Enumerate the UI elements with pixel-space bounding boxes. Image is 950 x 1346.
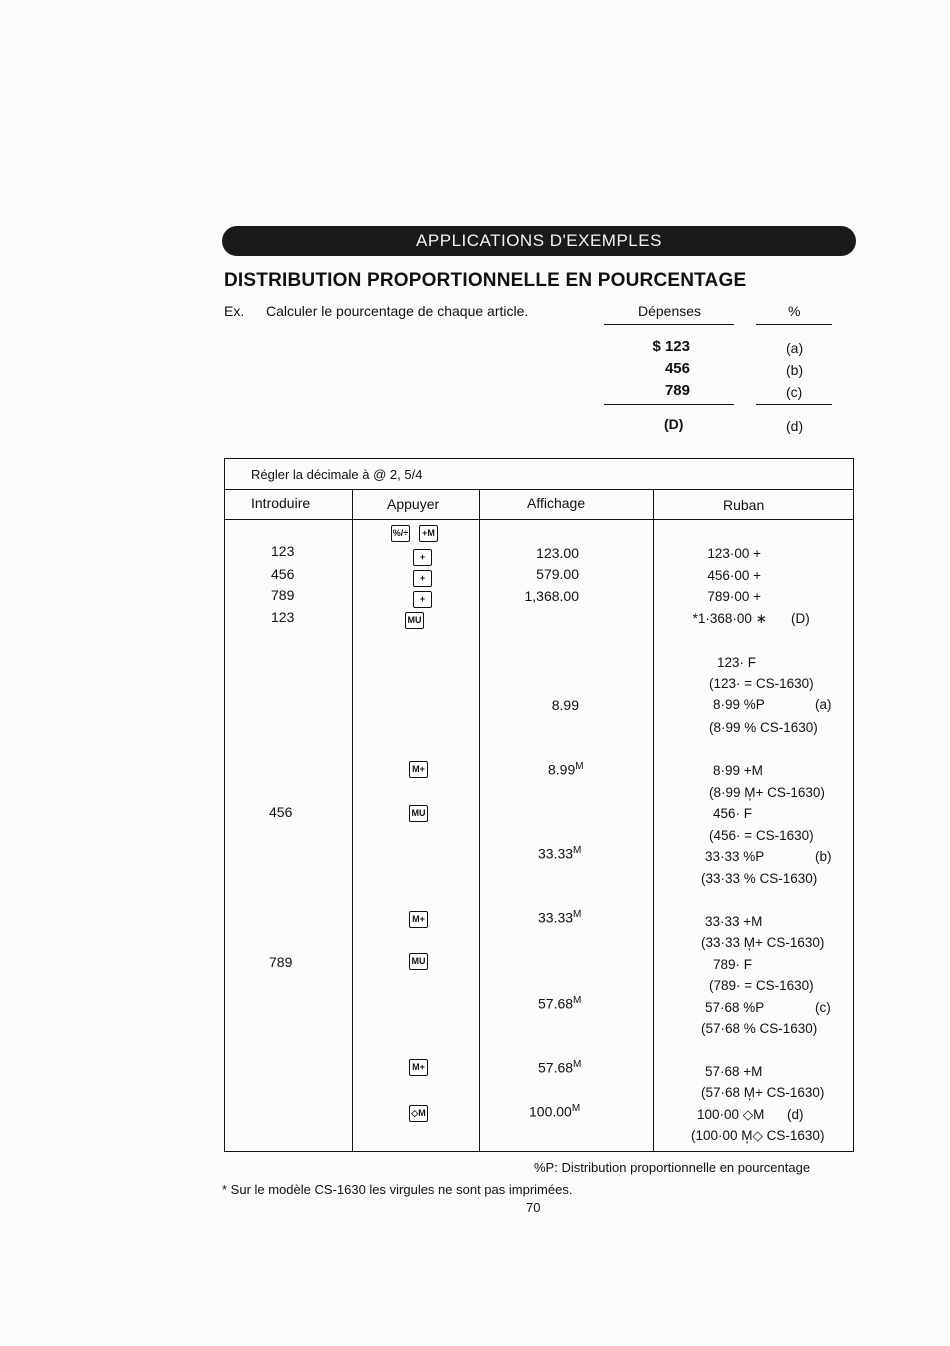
percent-rule [756, 324, 832, 325]
display-value: 1,368.00 [524, 588, 579, 604]
page-number: 70 [526, 1200, 541, 1215]
display-value-m [538, 845, 581, 862]
tape-line: 33·33 %P [705, 849, 765, 864]
percent-header: % [788, 303, 801, 319]
display-value: 100.00 [529, 1103, 572, 1120]
plus-m-key: +M [419, 525, 438, 542]
display-value: 8.99 [551, 697, 579, 713]
entry-value: 789 [271, 587, 295, 603]
mu-key: MU [409, 953, 428, 970]
display-value-m [538, 909, 581, 926]
display-value-m [538, 995, 581, 1012]
display-value: 8.99 [548, 761, 576, 778]
display-header: Affichage [527, 495, 586, 511]
plus-key: + [413, 591, 432, 608]
tape-label: (a) [815, 697, 832, 712]
percent-label: (b) [786, 362, 804, 378]
expense-value: $ 123 [652, 338, 690, 355]
tape-line: 789· F [713, 957, 753, 972]
entry-value: 123 [271, 609, 295, 625]
tape-line: (456· = CS-1630) [709, 828, 814, 843]
sum-rule [604, 404, 734, 405]
percent-label: (c) [786, 384, 803, 400]
tape-label: (c) [815, 1000, 831, 1015]
display-value: 123.00 [536, 545, 579, 561]
tape-line: 123· F [717, 655, 757, 670]
tape-label: (b) [815, 849, 832, 864]
tape-line: (100·00 M̦◇ CS-1630) [691, 1128, 825, 1143]
tape-line: (8·99 % CS-1630) [709, 720, 818, 735]
total-value: (D) [664, 416, 684, 432]
entry-value: 789 [269, 954, 293, 970]
memory-indicator: M [573, 995, 582, 1006]
tape-line: 456· F [713, 806, 753, 821]
expense-value: 456 [664, 360, 690, 377]
page-title: DISTRIBUTION PROPORTIONNELLE EN POURCENTAGE [224, 270, 747, 291]
memory-indicator: M [573, 909, 582, 920]
display-value: 57.68 [538, 995, 574, 1012]
percent-label: (a) [786, 340, 804, 356]
tape-line: 57·68 %P [705, 1000, 765, 1015]
display-value-m [529, 1103, 580, 1120]
sum-rule [756, 404, 832, 405]
example-prefix: Ex. [224, 303, 245, 319]
tape-line: (33·33 M̦+ CS-1630) [701, 935, 825, 950]
tape-line: *1·368·00 ∗ [692, 611, 767, 626]
tape-line: 8·99 %P [713, 697, 765, 712]
tape-line: 100·00 ◇M [697, 1107, 765, 1122]
tape-line: 123·00 + [707, 546, 761, 561]
mu-key: MU [409, 805, 428, 822]
tape-line: 8·99 +M [713, 763, 763, 778]
tape-line: (57·68 % CS-1630) [701, 1021, 818, 1036]
display-value: 33.33 [538, 909, 574, 926]
tape-line: (33·33 % CS-1630) [701, 871, 818, 886]
display-value: 33.33 [538, 845, 574, 862]
memory-indicator: M [573, 845, 582, 856]
m-plus-key: M+ [409, 1059, 428, 1076]
tape-line: 456·00 + [707, 568, 761, 583]
decimal-setting: Régler la décimale à @ 2, 5/4 [251, 467, 423, 482]
press-header: Appuyer [387, 496, 440, 512]
m-plus-key: M+ [409, 911, 428, 928]
tape-label: (D) [791, 611, 810, 626]
memory-indicator: M [575, 761, 584, 772]
tape-line: (123· = CS-1630) [709, 676, 814, 691]
plus-key: + [413, 549, 432, 566]
m-plus-key: M+ [409, 761, 428, 778]
tape-line: 57·68 +M [705, 1064, 763, 1079]
diamond-m-key: ◇M [409, 1105, 428, 1122]
enter-header: Introduire [251, 495, 311, 511]
entry-value: 456 [271, 566, 295, 582]
tape-line: 789·00 + [707, 589, 761, 604]
expense-value: 789 [664, 382, 690, 399]
percent-label: (d) [786, 418, 804, 434]
tape-line: (8·99 M̦+ CS-1630) [709, 785, 825, 800]
memory-indicator: M [573, 1059, 582, 1070]
expenses-header: Dépenses [638, 303, 702, 319]
plus-key: + [413, 570, 432, 587]
section-banner-text: APPLICATIONS D'EXEMPLES [416, 231, 662, 250]
footnote-star: * Sur le modèle CS-1630 les virgules ne sont pas imprimées. [222, 1182, 573, 1197]
percent-divide-key: %/÷ [391, 525, 410, 542]
tape-label: (d) [787, 1107, 804, 1122]
mu-key: MU [405, 612, 424, 629]
entry-value: 123 [271, 543, 295, 559]
display-value: 57.68 [538, 1059, 574, 1076]
procedure-table [224, 458, 854, 1152]
display-value-m [548, 761, 584, 778]
display-value: 579.00 [536, 566, 579, 582]
entry-value: 456 [269, 804, 293, 820]
footnote-pct: %P: Distribution proportionnelle en pourcentage [534, 1160, 811, 1175]
section-banner [222, 226, 856, 256]
tape-line: (57·68 M̦+ CS-1630) [701, 1085, 825, 1100]
tape-header: Ruban [723, 497, 765, 513]
example-text: Calculer le pourcentage de chaque article. [266, 303, 529, 319]
tape-line: 33·33 +M [705, 914, 763, 929]
expenses-rule [604, 324, 734, 325]
tape-line: (789· = CS-1630) [709, 978, 814, 993]
memory-indicator: M [571, 1103, 581, 1114]
display-value-m [538, 1059, 581, 1076]
